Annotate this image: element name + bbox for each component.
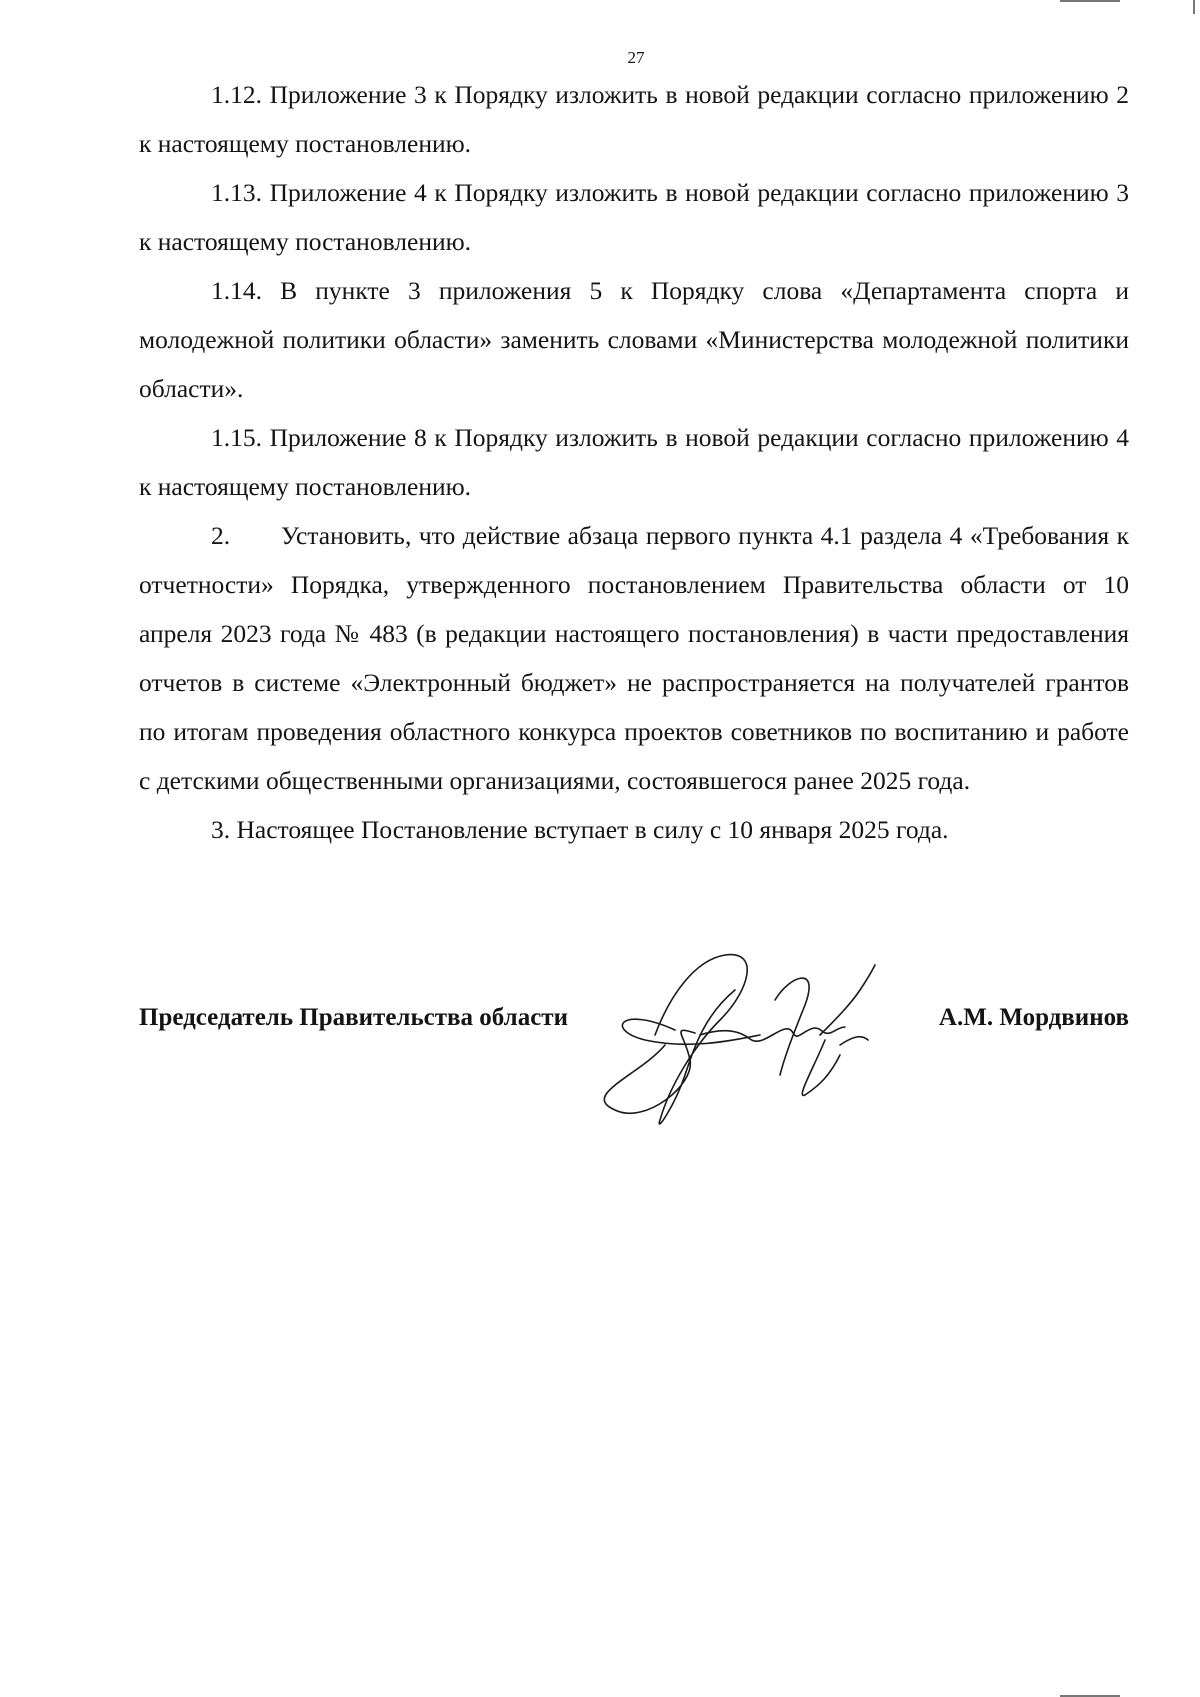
paragraph-1-14: 1.14. В пункте 3 приложения 5 к Порядку слова «Департамента спорта и молодежной политики области» заменить словами «Министерства молодежной политики области». (139, 276, 1129, 403)
paragraph-1-15: 1.15. Приложение 8 к Порядку изложить в новой редакции согласно приложению 4 к настоящему постановлению. (139, 423, 1129, 501)
scan-edge-mark (1060, 0, 1120, 2)
page-number: 27 (627, 48, 645, 67)
scan-edge-mark (1193, 0, 1195, 14)
signatory-name: А.М. Мордвинов (938, 1004, 1129, 1031)
document-body (139, 70, 1129, 854)
paragraph-1-13: 1.13. Приложение 4 к Порядку изложить в новой редакции согласно приложению 3 к настоящему постановлению. (139, 178, 1129, 256)
signatory-position: Председатель Правительства области (139, 1004, 568, 1031)
paragraph-2-number: 2. (211, 521, 231, 550)
paragraph-3: 3. Настоящее Постановление вступает в силу с 10 января 2025 года. (211, 815, 949, 844)
signature-block (139, 998, 1129, 1038)
paragraph-2 (139, 511, 1129, 805)
paragraph-1-12: 1.12. Приложение 3 к Порядку изложить в новой редакции согласно приложению 2 к настоящему постановлению. (139, 80, 1129, 158)
paragraph-2-text: Установить, что действие абзаца первого пункта 4.1 раздела 4 «Требования к отчетности» Порядка, утвержденного постановлением Правительства области от 10 апреля 2023 года № 483 (в редакции настоящего постановления) в части предоставления отчетов в системе «Электронный бюджет» не распространяется на получателей грантов по итогам проведения областного конкурса проектов советников по воспитанию и работе с детскими общественными организациями, состоявшегося ранее 2025 года. (139, 521, 1129, 795)
